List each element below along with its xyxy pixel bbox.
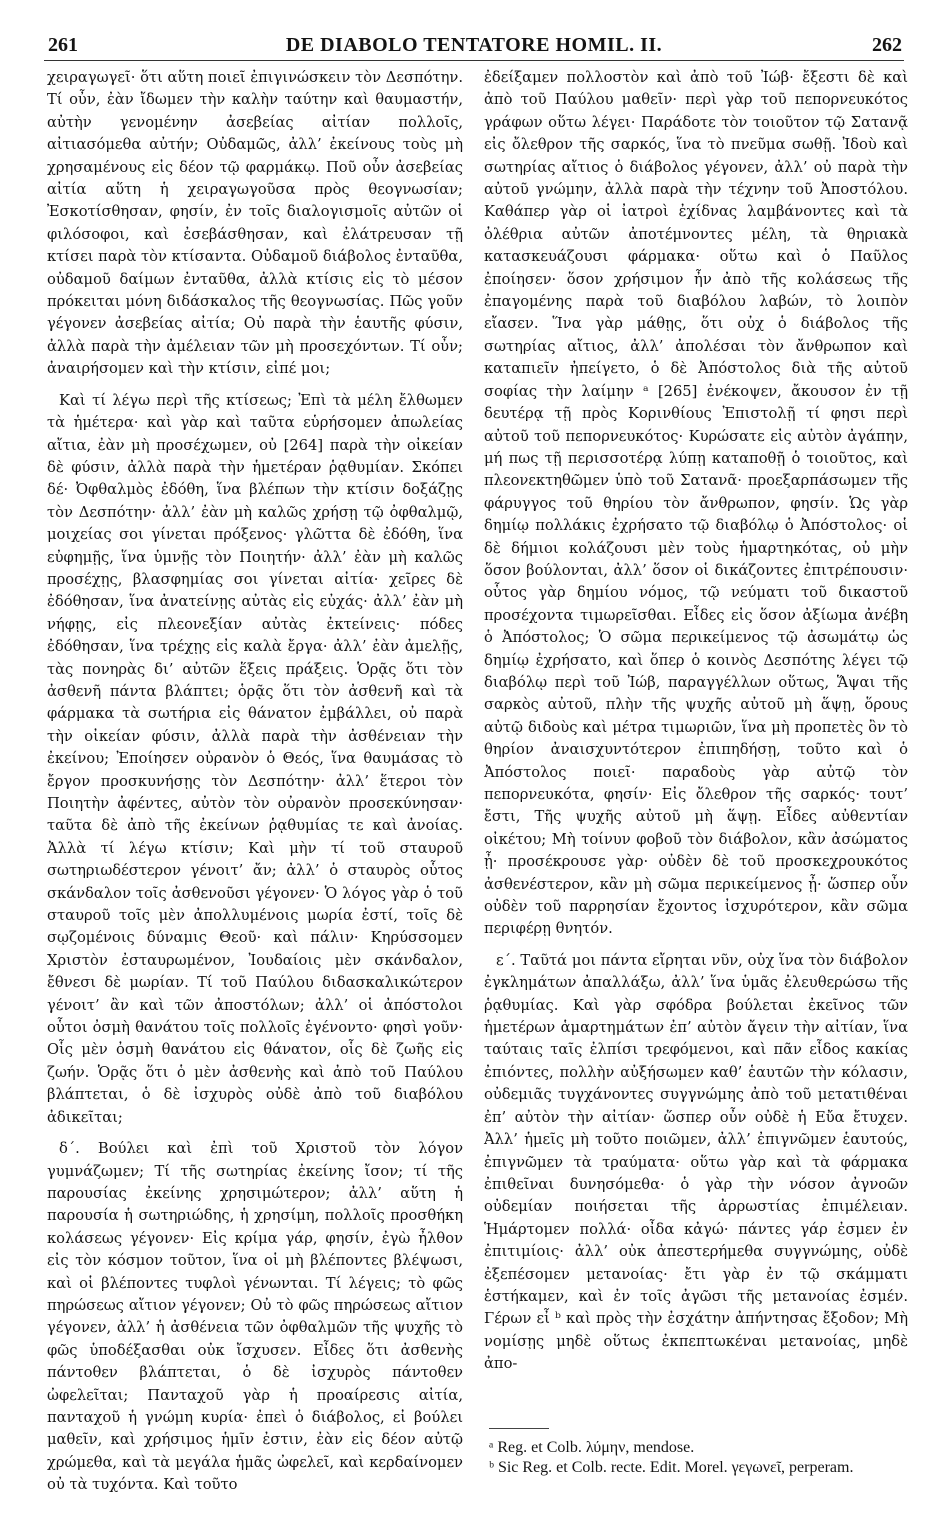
footnote-rule (489, 1428, 549, 1429)
right-column (484, 67, 908, 1376)
running-head (44, 34, 904, 60)
footnote: ᵇ Sic Reg. et Colb. recte. Edit. Morel. γεγωνεῖ, perperam. (489, 1459, 854, 1476)
section-paragraph: ε΄. Ταῦτά μοι πάντα εἴρηται νῦν, οὐχ ἵνα τὸν διάβολον ἐγκλημάτων ἀπαλλάξω, ἀλλ’ ἵνα ὑμᾶς ἐλευθερώσω τῆς ῥᾳθυμίας. Καὶ γὰρ σφόδρα βούλεται ἐκεῖνος τῶν ἡμετέρων ἁμαρτημάτων ἐπ’ αὐτὸν ἄγειν τὴν αἰτίαν, ἵνα ταύταις ταῖς ἐλπίσι τρεφόμενοι, καὶ πᾶν εἶδος κακίας ἐπιόντες, πολλὴν αὐξήσωμεν καθ’ ἑαυτῶν τὴν κόλασιν, οὐδεμιᾶς τυγχάνοντες συγγνώμης ἀπὸ τοῦ μετατιθέναι ἐπ’ αὐτὸν τὴν αἰτίαν· ὥσπερ οὖν οὐδὲ ἡ Εὔα ἔτυχεν. Ἀλλ’ ἡμεῖς μὴ τοῦτο ποιῶμεν, ἀλλ’ ἐπιγνῶμεν ἑαυτούς, ἐπιγνῶμεν τὰ τραύματα· οὕτω γὰρ καὶ τὰ φάρμακα ἐπιθεῖναι δυνησόμεθα· ὁ γὰρ τὴν νόσον ἀγνοῶν οὐδεμίαν ποιήσεται τῆς ἀρρωστίας ἐπιμέλειαν. Ἡμάρτομεν πολλά· οἶδα κἀγώ· πάντες γάρ ἐσμεν ἐν ἐπιτιμίοις· ἀλλ’ οὐκ ἀπεστερήμεθα συγγνώμης, οὐδὲ ἐξεπέσομεν μετανοίας· ἔτι γὰρ ἐν τῷ σκάμματι ἑστήκαμεν, καὶ ἐν τοῖς ἀγῶσι τῆς μετανοίας ἐσμέν. Γέρων εἶ ᵇ καὶ πρὸς τὴν ἐσχάτην ἀπήντησας ἔξοδον; Μὴ νομίσῃς μηδὲ οὕτως ἐκπεπτωκέναι μετανοίας, μηδὲ ἀπο- (484, 951, 908, 1373)
paragraph: χειραγωγεῖ· ὅτι αὕτη ποιεῖ ἐπιγινώσκειν τὸν Δεσπότην. Τί οὖν, ἐὰν ἴδωμεν τὴν καλὴν ταύτην καὶ θαυμαστήν, αὐτὴν γενομένην ἀσεβείας αἰτίαν πολλοῖς, αἰτιασόμεθα αὐτήν; Οὐδαμῶς, ἀλλ’ ἐκείνους τοὺς μὴ χρησαμένους εἰς δέον τῷ φαρμάκῳ. Ποῦ οὖν ἀσεβείας αἰτία αὕτη ἡ χειραγωγοῦσα πρὸς θεογνωσίαν; Ἐσκοτίσθησαν, φησίν, ἐν τοῖς διαλογισμοῖς αὐτῶν οἱ φιλόσοφοι, καὶ ἐσεβάσθησαν, καὶ ἐλάτρευσαν τῇ κτίσει παρὰ τὸν κτίσαντα. Οὐδαμοῦ διάβολος ἐνταῦθα, οὐδαμοῦ δαίμων ἐνταῦθα, ἀλλὰ κτίσις εἰς τὸ μέσον πρόκειται μόνη διδάσκαλος τῆς θεογνωσίας. Πῶς γοῦν γέγονεν ἀσεβείας αἰτία; Οὐ παρὰ τὴν ἑαυτῆς φύσιν, ἀλλὰ παρὰ τὴν ἀμέλειαν τῶν μὴ προσεχόντων. Τί οὖν; ἀναιρήσομεν καὶ τὴν κτίσιν, εἰπέ μοι; (47, 69, 463, 378)
header-rule (44, 60, 904, 61)
page-number-left: 261 (48, 34, 78, 56)
section-paragraph: δ΄. Βούλει καὶ ἐπὶ τοῦ Χριστοῦ τὸν λόγον γυμνάζωμεν; Τί τῆς σωτηρίας ἐκείνης ἴσον; τί τῆς παρουσίας ἐκείνης χρησιμώτερον; ἀλλ’ αὕτη ἡ παρουσία ἡ σωτηριώδης, ἡ χρησίμη, πολλοῖς προσθήκη κολάσεως γέγονεν· Εἰς κρίμα γάρ, φησίν, ἐγὼ ἦλθον εἰς τὸν κόσμον τοῦτον, ἵνα οἱ μὴ βλέποντες βλέψωσι, καὶ οἱ βλέποντες τυφλοὶ γένωνται. Τί λέγεις; τὸ φῶς πηρώσεως αἴτιον γέγονεν; Οὐ τὸ φῶς πηρώσεως αἴτιον γέγονεν, ἀλλ’ ἡ ἀσθένεια τῶν ὀφθαλμῶν τῆς ψυχῆς τὸ φῶς ὑποδέξασθαι οὐκ ἴσχυσεν. Εἶδες ὅτι ἀσθενὴς πάντοθεν βλάπτεται, ὁ δὲ ἰσχυρὸς πάντοθεν ὠφελεῖται; Πανταχοῦ γὰρ ἡ προαίρεσις αἰτία, πανταχοῦ ἡ γνώμη κυρία· ἐπεὶ ὁ διάβολος, εἰ βούλει μαθεῖν, καὶ χρήσιμος ἡμῖν ἐστιν, ἐὰν εἰς δέον αὐτῷ χρώμεθα, καὶ τὰ μεγάλα ἡμᾶς ὠφελεῖ, καὶ κερδαίνομεν οὐ τὰ τυχόντα. Καὶ τοῦτο (47, 1140, 463, 1494)
footnotes (489, 1438, 909, 1478)
footnote: ᵃ Reg. et Colb. λύμην, mendose. (489, 1439, 695, 1456)
paragraph: Καὶ τί λέγω περὶ τῆς κτίσεως; Ἐπὶ τὰ μέλη ἔλθωμεν τὰ ἡμέτερα· καὶ γὰρ καὶ ταῦτα εὑρήσομεν ἀπωλείας αἴτια, ἐὰν μὴ προσέχωμεν, οὐ [264] παρὰ τὴν οἰκείαν δὲ φύσιν, ἀλλὰ παρὰ τὴν ἡμετέραν ῥᾳθυμίαν. Σκόπει δέ· Ὀφθαλμὸς ἐδόθη, ἵνα βλέπων τὴν κτίσιν δοξάζῃς τὸν Δεσπότην· ἀλλ’ ἐὰν μὴ καλῶς χρήσῃ τῷ ὀφθαλμῷ, μοιχείας σοι γίνεται πρόξενος· γλῶττα δὲ ἐδόθη, ἵνα εὐφημῇς, ἵνα ὑμνῇς τὸν Ποιητήν· ἀλλ’ ἐὰν μὴ καλῶς προσέχῃς, βλασφημίας σοι γίνεται αἰτία· χεῖρες δὲ ἐδόθησαν, ἵνα ἀνατείνῃς αὐτὰς εἰς εὐχάς· ἀλλ’ ἐὰν μὴ νήφῃς, εἰς πλεονεξίαν αὐτὰς ἐκτείνεις· πόδες ἐδόθησαν, ἵνα τρέχῃς εἰς καλὰ ἔργα· ἀλλ’ ἐὰν ἀμελῇς, τὰς πονηρὰς δι’ αὐτῶν ἕξεις πράξεις. Ὁρᾷς ὅτι τὸν ἀσθενῆ πάντα βλάπτει; ὁρᾷς ὅτι τὸν ἀσθενῆ καὶ τὰ φάρμακα τὰ σωτήρια εἰς θάνατον ἐμβάλλει, οὐ παρὰ τὴν οἰκείαν φύσιν, ἀλλὰ παρὰ τὴν ἀσθένειαν τὴν ἐκείνου; Ἐποίησεν οὐρανὸν ὁ Θεός, ἵνα θαυμάσας τὸ ἔργον προσκυνήσῃς τὸν Δεσπότην· ἀλλ’ ἕτεροι τὸν Ποιητὴν ἀφέντες, αὐτὸν τὸν οὐρανὸν προσεκύνησαν· ταῦτα δὲ ἀπὸ τῆς ἐκείνων ῥᾳθυμίας τε καὶ ἀνοίας. Ἀλλὰ τί λέγω κτίσιν; Καὶ μὴν τί τοῦ σταυροῦ σωτηριωδέστερον γένοιτ’ ἄν; ἀλλ’ ὁ σταυρὸς οὗτος σκάνδαλον τοῖς ἀσθενοῦσι γέγονεν· Ὁ λόγος γὰρ ὁ τοῦ σταυροῦ τοῖς μὲν ἀπολλυμένοις μωρία ἐστί, τοῖς δὲ σῳζομένοις δύναμις Θεοῦ· καὶ πάλιν· Κηρύσσομεν Χριστὸν ἐσταυρωμένον, Ἰουδαίοις μὲν σκάνδαλον, ἔθνεσι δὲ μωρίαν. Τί τοῦ Παύλου διδασκαλικώτερον γένοιτ’ ἂν καὶ τῶν ἀποστόλων; ἀλλ’ οἱ ἀπόστολοι οὗτοι ὀσμὴ θανάτου τοῖς πολλοῖς ἐγένοντο· φησὶ γοῦν· Οἷς μὲν ὀσμὴ θανάτου εἰς θάνατον, οἷς δὲ ζωῆς εἰς ζωήν. Ὁρᾷς ὅτι ὁ μὲν ἀσθενὴς καὶ ἀπὸ τοῦ Παύλου βλάπτεται, ὁ δὲ ἰσχυρὸς οὐδὲ ἀπὸ τοῦ διαβόλου ἀδικεῖται; (47, 391, 463, 1126)
left-column (47, 67, 463, 1497)
page-number-right: 262 (872, 34, 902, 56)
running-title: DE DIABOLO TENTATORE HOMIL. II. (285, 34, 663, 56)
paragraph: ἐδείξαμεν πολλοστὸν καὶ ἀπὸ τοῦ Ἰώβ· ἔξεστι δὲ καὶ ἀπὸ τοῦ Παύλου μαθεῖν· περὶ γὰρ τοῦ πεπορνευκότος γράφων οὕτω λέγει· Παράδοτε τὸν τοιοῦτον τῷ Σατανᾷ εἰς ὄλεθρον τῆς σαρκός, ἵνα τὸ πνεῦμα σωθῇ. Ἰδοὺ καὶ σωτηρίας αἴτιος ὁ διάβολος γέγονεν, ἀλλ’ οὐ παρὰ τὴν αὐτοῦ γνώμην, ἀλλὰ παρὰ τὴν τέχνην τοῦ Ἀποστόλου. Καθάπερ γὰρ οἱ ἰατροὶ ἐχίδνας λαμβάνοντες καὶ τὰ ὀλέθρια αὐτῶν ἀποτέμνοντες μέλη, τὰ θηριακὰ κατασκευάζουσι φάρμακα· οὕτω καὶ ὁ Παῦλος ἐποίησεν· ὅσον χρήσιμον ἦν ἀπὸ τῆς κολάσεως τῆς ἐπαγομένης παρὰ τοῦ διαβόλου λαβών, τὸ λοιπὸν εἴασεν. Ἵνα γὰρ μάθῃς, ὅτι οὐχ ὁ διάβολος τῆς σωτηρίας αἴτιος, ἀλλ’ ἀπολέσαι τὸν ἄνθρωπον καὶ καταπιεῖν ἠπείγετο, ὁ δὲ Ἀπόστολος διὰ τῆς αὐτοῦ σοφίας τὴν λαίμην ᵃ [265] ἐνέκοψεν, ἄκουσον ἐν τῇ δευτέρᾳ τῇ πρὸς Κορινθίους Ἐπιστολῇ τί φησι περὶ αὐτοῦ τοῦ πεπορνευκότος· Κυρώσατε εἰς αὐτὸν ἀγάπην, μή πως τῇ περισσοτέρᾳ λύπῃ καταποθῇ ὁ τοιοῦτος, καὶ πλεονεκτηθῶμεν ὑπὸ τοῦ Σατανᾶ· προεξαρπάσωμεν τῆς φάρυγγος τοῦ θηρίου τὸν ἄνθρωπον, φησίν. Ὡς γὰρ δημίῳ πολλάκις ἐχρήσατο τῷ διαβόλῳ ὁ Ἀπόστολος· οἱ δὲ δήμιοι κολάζουσι μὲν τοὺς ἡμαρτηκότας, οὐ μὴν ὅσον βούλονται, ἀλλ’ ὅσον οἱ δικάζοντες ἐπιτρέπουσιν· οὗτος γὰρ δημίου νόμος, τῷ νεύματι τοῦ δικαστοῦ προσέχοντα τιμωρεῖσθαι. Εἶδες εἰς ὅσον ἀξίωμα ἀνέβη ὁ Ἀπόστολος; Ὁ σῶμα περικείμενος τῷ ἀσωμάτῳ ὡς δημίῳ ἐχρήσατο, καὶ ὅπερ ὁ κοινὸς Δεσπότης λέγει τῷ διαβόλῳ περὶ τοῦ Ἰώβ, παραγγέλλων οὕτως, Ἅψαι τῆς σαρκὸς αὐτοῦ, πλὴν τῆς ψυχῆς αὐτοῦ μὴ ἅψῃ, ὅρους αὐτῷ διδοὺς καὶ μέτρα τιμωριῶν, ἵνα μὴ προπετὲς ὂν τὸ θηρίον ἀναισχυντότερον ἐπιπηδήσῃ, τοῦτο καὶ ὁ Ἀπόστολος ποιεῖ· παραδοὺς γὰρ αὐτῷ τὸν πεπορνευκότα, φησίν· Εἰς ὄλεθρον τῆς σαρκός· τουτ’ ἔστι, Τῆς ψυχῆς αὐτοῦ μὴ ἅψῃ. Εἶδες αὐθεντίαν οἰκέτου; Μὴ τοίνυν φοβοῦ τὸν διάβολον, κἂν ἀσώματος ᾖ· προσέκρουσε γὰρ· οὐδὲν δὲ τοῦ προσκεχρουκότος ἀσθενέστερον, κἂν μὴ σῶμα περικείμενος ᾖ· ὥσπερ οὖν οὐδὲν τοῦ παρρησίαν ἔχοντος ἰσχυρότερον, κἂν σῶμα περιφέρῃ θνητόν. (484, 69, 908, 938)
